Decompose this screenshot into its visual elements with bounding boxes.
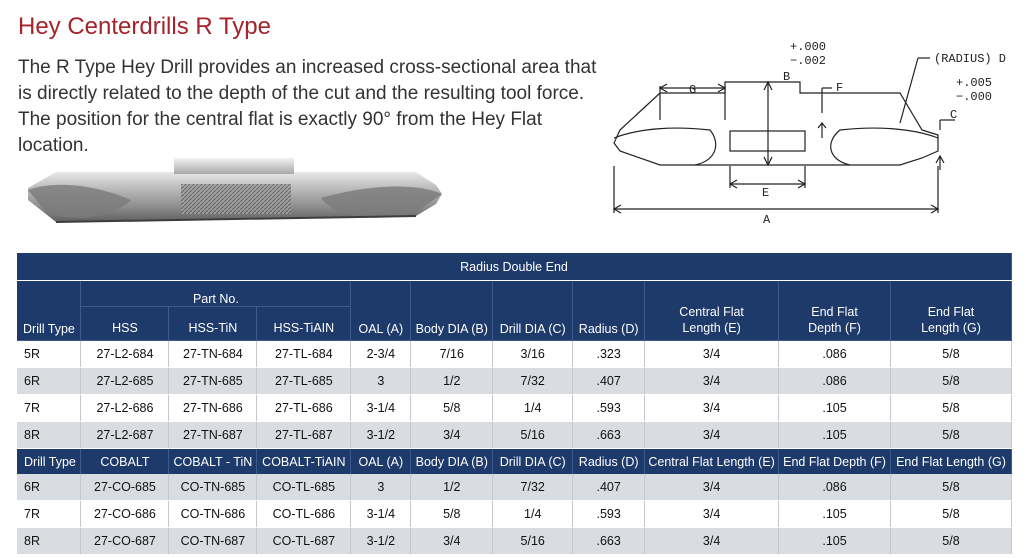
- cell: .105: [779, 395, 891, 422]
- label-e: E: [762, 186, 770, 200]
- label-c: C: [950, 108, 958, 122]
- table-row: [17, 368, 1012, 395]
- col-hss-tin: HSS-TiN: [169, 307, 257, 341]
- cell: 5/8: [890, 501, 1011, 528]
- centerdrill-photo: [16, 150, 446, 240]
- table-row: [17, 422, 1012, 449]
- cell: 6R: [17, 474, 81, 501]
- cell: 7R: [17, 501, 81, 528]
- cell: CO-TN-687: [169, 528, 257, 555]
- product-description: The R Type Hey Drill provides an increased cross-sectional area that is directly related to the depth of the cut and the resulting tool force. The position for the central flat is exactly 90° from the Hey Flat location.: [18, 57, 597, 156]
- cell: 8R: [17, 422, 81, 449]
- cell: 2-3/4: [351, 341, 411, 368]
- table-row: [17, 528, 1012, 555]
- central-flat-line1: Central Flat: [679, 305, 744, 319]
- cobalt-col-end-flat-depth: End Flat Depth (F): [779, 449, 891, 475]
- col-oal: OAL (A): [351, 281, 411, 341]
- part-no-header: Part No.: [81, 281, 351, 307]
- cell: .593: [573, 501, 645, 528]
- cell: 27-L2-686: [81, 395, 169, 422]
- cell: 3/4: [411, 528, 493, 555]
- cell: 3-1/4: [351, 395, 411, 422]
- col-drill-dia: Drill DIA (C): [493, 281, 573, 341]
- cell: 27-TL-685: [257, 368, 351, 395]
- cobalt-col-drill-type: Drill Type: [17, 449, 81, 475]
- col-drill-type: Drill Type: [17, 281, 81, 341]
- cell: 7/32: [493, 474, 573, 501]
- col-hss-tiain: HSS-TiAIN: [257, 307, 351, 341]
- cell: 3-1/2: [351, 422, 411, 449]
- cobalt-col-cobalt-tin: COBALT - TiN: [169, 449, 257, 475]
- cell: .407: [573, 474, 645, 501]
- cell: 27-TL-686: [257, 395, 351, 422]
- cell: 3/4: [645, 501, 779, 528]
- cell: 3: [351, 474, 411, 501]
- cobalt-header-row: [17, 449, 1012, 475]
- cell: 3/16: [493, 341, 573, 368]
- cell: .086: [779, 341, 891, 368]
- end-flat-length-line1: End Flat: [927, 305, 975, 319]
- cell: .086: [779, 474, 891, 501]
- cell: CO-TN-685: [169, 474, 257, 501]
- hss-rows: [17, 341, 1012, 555]
- cobalt-col-oal: OAL (A): [351, 449, 411, 475]
- end-flat-length-line2: Length (G): [921, 321, 981, 335]
- cell: 27-TN-686: [169, 395, 257, 422]
- cell: .323: [573, 341, 645, 368]
- label-radius-d: (RADIUS) D: [934, 52, 1007, 66]
- c-tolerance-plus: +.005: [956, 76, 993, 90]
- label-b: B: [783, 70, 791, 84]
- cell: 3-1/4: [351, 501, 411, 528]
- cell: 3/4: [645, 474, 779, 501]
- cell: 3/4: [645, 422, 779, 449]
- end-flat-depth-line1: End Flat: [811, 305, 858, 319]
- cell: 5/8: [411, 395, 493, 422]
- cell: .407: [573, 368, 645, 395]
- cell: 5/16: [493, 422, 573, 449]
- label-a: A: [763, 213, 771, 227]
- cobalt-col-cobalt-tiain: COBALT-TiAIN: [257, 449, 351, 475]
- c-tolerance-minus: −.000: [956, 90, 993, 104]
- cell: 27-TN-684: [169, 341, 257, 368]
- col-body-dia: Body DIA (B): [411, 281, 493, 341]
- cobalt-col-end-flat-length: End Flat Length (G): [890, 449, 1011, 475]
- cell: 5/8: [890, 341, 1011, 368]
- cell: 27-TL-684: [257, 341, 351, 368]
- cell: .086: [779, 368, 891, 395]
- cell: .663: [573, 422, 645, 449]
- col-end-flat-depth: [779, 281, 891, 341]
- cell: 3-1/2: [351, 528, 411, 555]
- end-flat-depth-line2: Depth (F): [808, 321, 861, 335]
- cell: .663: [573, 528, 645, 555]
- cell: 1/2: [411, 368, 493, 395]
- cell: 5/16: [493, 528, 573, 555]
- cell: 8R: [17, 528, 81, 555]
- cell: 3/4: [645, 395, 779, 422]
- cell: 27-L2-685: [81, 368, 169, 395]
- cell: .593: [573, 395, 645, 422]
- cell: 1/4: [493, 395, 573, 422]
- cell: 5/8: [890, 528, 1011, 555]
- cell: 27-CO-687: [81, 528, 169, 555]
- cell: 3/4: [645, 368, 779, 395]
- b-tolerance-plus: +.000: [790, 40, 827, 54]
- cell: 5/8: [890, 368, 1011, 395]
- cell: 5/8: [890, 395, 1011, 422]
- cell: 7/16: [411, 341, 493, 368]
- cobalt-col-radius: Radius (D): [573, 449, 645, 475]
- cell: 7R: [17, 395, 81, 422]
- cell: 27-TN-687: [169, 422, 257, 449]
- page-title: Hey Centerdrills R Type: [18, 13, 271, 40]
- cell: 27-TL-687: [257, 422, 351, 449]
- cell: 5R: [17, 341, 81, 368]
- cell: 7/32: [493, 368, 573, 395]
- cell: 27-L2-684: [81, 341, 169, 368]
- cell: 5/8: [890, 422, 1011, 449]
- col-end-flat-length: [890, 281, 1011, 341]
- central-flat-line2: Length (E): [682, 321, 741, 335]
- cobalt-col-cobalt: COBALT: [81, 449, 169, 475]
- col-central-flat-length: [645, 281, 779, 341]
- cell: 3/4: [411, 422, 493, 449]
- cell: 6R: [17, 368, 81, 395]
- cell: 3: [351, 368, 411, 395]
- cell: CO-TL-686: [257, 501, 351, 528]
- spec-table: [17, 253, 1012, 555]
- cell: CO-TL-687: [257, 528, 351, 555]
- table-row: [17, 474, 1012, 501]
- cell: CO-TL-685: [257, 474, 351, 501]
- table-row: [17, 395, 1012, 422]
- table-row: [17, 341, 1012, 368]
- cell: 3/4: [645, 341, 779, 368]
- cell: 1/2: [411, 474, 493, 501]
- cell: 1/4: [493, 501, 573, 528]
- col-hss: HSS: [81, 307, 169, 341]
- cell: 27-CO-686: [81, 501, 169, 528]
- cell: .105: [779, 422, 891, 449]
- cobalt-col-drill-dia: Drill DIA (C): [493, 449, 573, 475]
- table-banner: Radius Double End: [17, 253, 1012, 281]
- label-f: F: [836, 81, 844, 95]
- cell: 27-L2-687: [81, 422, 169, 449]
- cell: 27-CO-685: [81, 474, 169, 501]
- b-tolerance-minus: −.002: [790, 54, 827, 68]
- table-row: [17, 501, 1012, 528]
- col-radius: Radius (D): [573, 281, 645, 341]
- cell: CO-TN-686: [169, 501, 257, 528]
- cell: 5/8: [411, 501, 493, 528]
- cell: 5/8: [890, 474, 1011, 501]
- cobalt-col-body-dia: Body DIA (B): [411, 449, 493, 475]
- dimension-diagram: [600, 38, 1025, 228]
- cell: .105: [779, 501, 891, 528]
- cell: 3/4: [645, 528, 779, 555]
- cell: .105: [779, 528, 891, 555]
- cobalt-col-central-flat-length: Central Flat Length (E): [645, 449, 779, 475]
- cell: 27-TN-685: [169, 368, 257, 395]
- label-g: G: [689, 83, 697, 97]
